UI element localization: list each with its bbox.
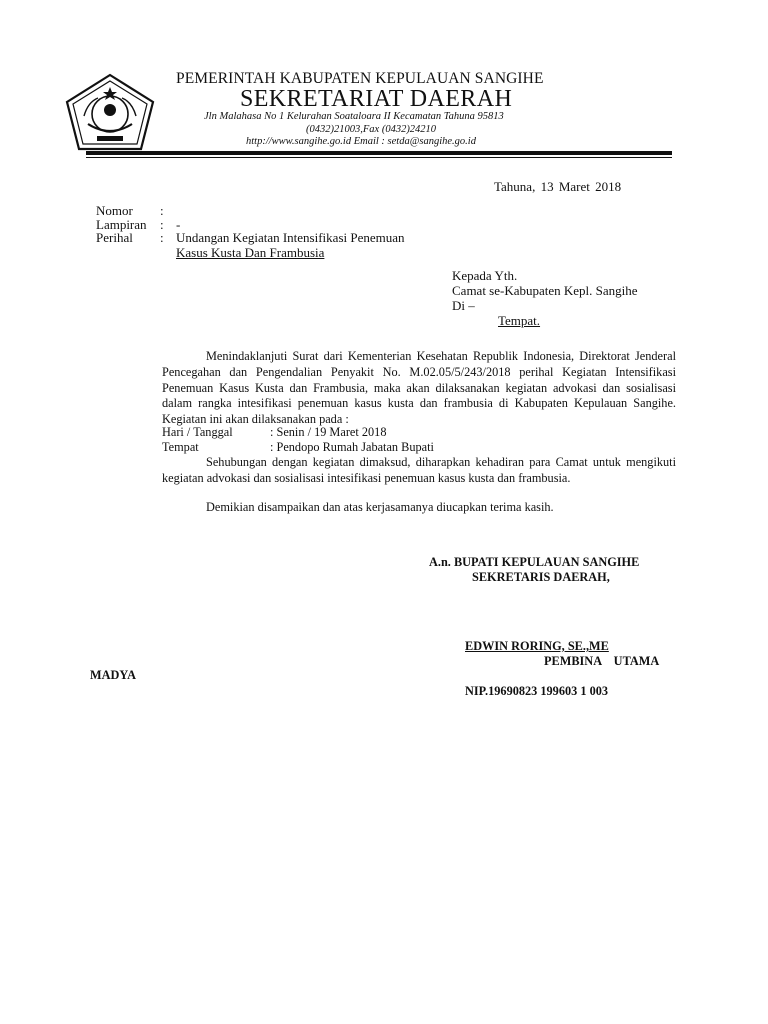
meta-colon-nomor: : <box>160 203 164 218</box>
body-paragraph-2: Sehubungan dengan kegiatan dimaksud, diharapkan kehadiran para Camat untuk mengikuti kegiatan advokasi dan sosialisasi intesifikasi penemuan kasus kusta dan frambusia. <box>162 455 676 485</box>
meta-label-lampiran: Lampiran <box>96 217 147 232</box>
recipient-place: Tempat. <box>498 313 541 328</box>
event-place-value: : Pendopo Rumah Jabatan Bupati <box>270 440 434 454</box>
event-place-label: Tempat <box>162 440 199 454</box>
signature-nip: NIP.19690823 199603 1 003 <box>465 684 609 698</box>
body-paragraph-1: Menindaklanjuti Surat dari Kementerian Kesehatan Republik Indonesia, Direktorat Jenderal Pencegahan dan Pengendalian Penyakit No. M.02.05/5/243/2018 perihal Kegiatan Intensifikasi Penemuan Kasus Kusta dan Frambusia, maka akan dilaksanakan kegiatan advokasi dan sosialisasi dalam rangka intesifikasi penemuan kasus kusta dan frambusia di Kabupaten Kepulauan Sangihe. Kegiatan ini akan dilaksanakan pada : <box>162 349 676 427</box>
meta-value-perihal: Undangan Kegiatan Intensifikasi Penemuan <box>176 230 405 245</box>
letterhead-government: PEMERINTAH KABUPATEN KEPULAUAN SANGIHE <box>176 70 544 87</box>
signature-title: SEKRETARIS DAERAH, <box>472 570 610 584</box>
meta-colon-lampiran: : <box>160 217 164 232</box>
body-closing: Demikian disampaikan dan atas kerjasamanya diucapkan terima kasih. <box>206 500 554 514</box>
meta-label-perihal: Perihal <box>96 230 133 245</box>
signature-rank-2: MADYA <box>90 668 136 682</box>
subject-line-2: Kasus Kusta Dan Frambusia <box>176 245 325 260</box>
meta-colon-perihal: : <box>160 230 164 245</box>
letterhead-rule-thick <box>86 151 672 155</box>
signature-on-behalf: A.n. BUPATI KEPULAUAN SANGIHE <box>429 555 640 569</box>
letterhead-rule-thin <box>86 157 672 158</box>
recipient-greeting: Kepada Yth. <box>452 268 518 283</box>
letterhead-address: Jln Malahasa No 1 Kelurahan Soataloara II Kecamatan Tahuna 95813 <box>204 111 504 122</box>
regency-emblem-logo <box>64 72 156 152</box>
meta-value-lampiran: - <box>176 217 181 232</box>
event-day-value: : Senin / 19 Maret 2018 <box>270 425 387 439</box>
recipient-at: Di – <box>452 298 475 313</box>
signature-name: EDWIN RORING, SE.,ME <box>465 639 609 653</box>
letterhead-web-email: http://www.sangihe.go.id Email : setda@sangihe.go.id <box>246 136 476 147</box>
signature-rank-1: PEMBINA UTAMA <box>544 654 660 668</box>
letterhead-office: SEKRETARIAT DAERAH <box>240 86 513 112</box>
meta-label-nomor: Nomor <box>96 203 133 218</box>
letterhead-phone-fax: (0432)21003,Fax (0432)24210 <box>306 124 437 135</box>
recipient-name: Camat se-Kabupaten Kepl. Sangihe <box>452 283 638 298</box>
event-day-label: Hari / Tanggal <box>162 425 233 439</box>
letter-date: Tahuna, 13 Maret 2018 <box>494 179 622 194</box>
